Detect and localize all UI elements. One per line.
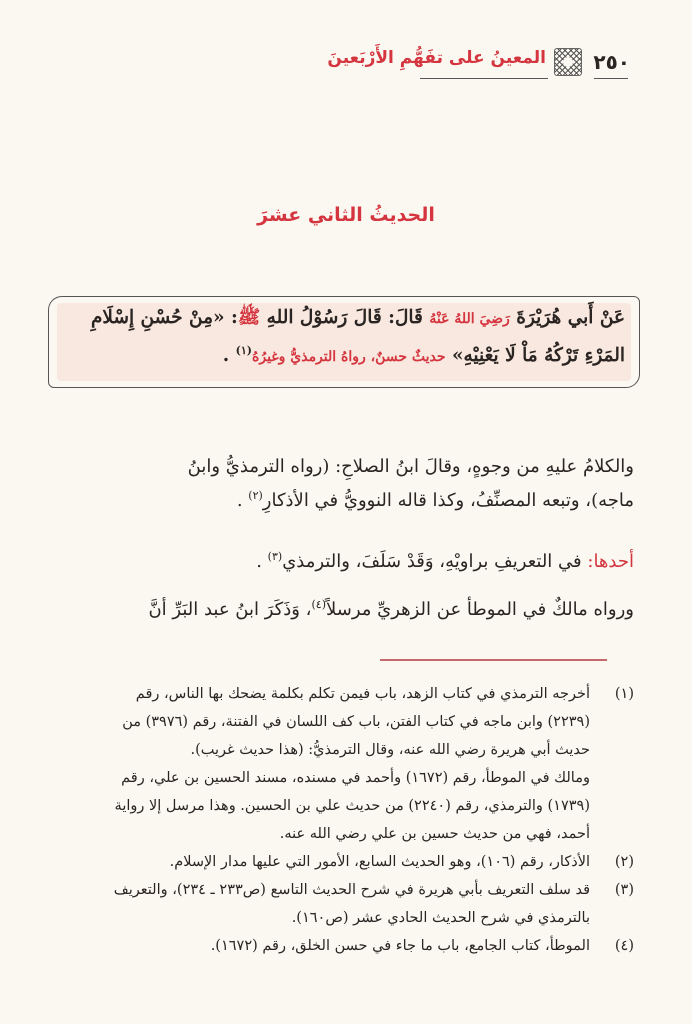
paragraph-line: والكلامُ عليهِ من وجوهٍ، وقالَ ابنُ الصلاحِ: (رواه الترمذيُّ وابنُ xyxy=(187,456,634,477)
page-number-underline xyxy=(594,78,628,79)
footnote-item xyxy=(34,932,634,960)
paragraph-line xyxy=(54,484,634,518)
footnote-line: قد سلف التعريف بأبي هريرة في شرح الحديث التاسع (ص٢٣٣ ـ ٢٣٤)، والتعريف xyxy=(113,882,590,898)
aspect-label: أحدها: xyxy=(587,551,634,572)
hadith-line-2 xyxy=(63,345,625,366)
chapter-title: الحديثُ الثاني عشرَ xyxy=(257,204,435,226)
paragraph-period: . xyxy=(256,551,262,572)
footnote-ref-2[interactable]: (٢) xyxy=(248,489,263,502)
hadith-text-start: : «مِنْ حُسْنِ إِسْلَامِ xyxy=(90,307,238,328)
footnote-number: (٢) xyxy=(614,854,634,870)
arabesque-ornament-icon xyxy=(554,48,582,76)
paragraph-text: ورواه مالكٌ في الموطأ عن الزهريِّ مرسلاً xyxy=(326,599,634,620)
footnote-number: (١) xyxy=(614,686,634,702)
footnote-line: (١٧٣٩) والترمذي، رقم (٢٢٤٠) من حديث علي بن الحسين. وهذا مرسل إلا رواية xyxy=(114,798,590,814)
footnote-number: (٤) xyxy=(614,938,634,954)
paragraph-text: ماجه)، وتبعه المصنِّفُ، وكذا قاله النوويُّ في الأذكارِ xyxy=(262,490,634,511)
footnote-line: الموطأ، كتاب الجامع، باب ما جاء في حسن الخلق، رقم (١٦٧٢). xyxy=(210,938,590,954)
paragraph-period: . xyxy=(236,490,243,511)
footnote-ref-4[interactable]: (٤) xyxy=(311,598,326,611)
hadith-text-end: المَرْءِ تَرْكُهُ مَاْ لَا يَعْنِيْهِ» xyxy=(451,345,625,366)
footnote-item xyxy=(34,876,634,932)
footnote-line: بالترمذي في شرح الحديث الحادي عشر (ص١٦٠). xyxy=(291,910,590,926)
hadith-line-1 xyxy=(63,307,625,333)
running-header xyxy=(327,46,630,82)
footnote-number: (٣) xyxy=(614,882,634,898)
footnote-line: (٢٢٣٩) وابن ماجه في كتاب الفتن، باب كف اللسان في الفتنة، رقم (٣٩٧٦) من xyxy=(122,714,590,730)
footnote-line: ومالك في الموطأ، رقم (١٦٧٢) وأحمد في مسنده، مسند الحسين بن علي، رقم xyxy=(121,770,590,786)
footnote-line: حديث أبي هريرة رضي الله عنه، وقال الترمذيُّ: (هذا حديث غريب). xyxy=(190,742,590,758)
footnote-item xyxy=(34,848,634,876)
footnote-item xyxy=(34,680,634,848)
hadith-narrator: عَنْ أَبي هُرَيْرَةَ xyxy=(516,307,625,328)
footnote-ref-3[interactable]: (٣) xyxy=(267,550,283,563)
book-title: المعينُ على تفَهُّمِ الأَرْبَعينَ xyxy=(327,48,546,68)
hadith-period: . xyxy=(222,345,230,366)
footnote-line: أحمد، فهي من حديث حسين بن علي رضي الله عنه. xyxy=(279,826,590,842)
hadith-said: قَالَ: قَالَ رَسُوْلُ اللهِ xyxy=(266,307,423,328)
footnote-line: أخرجه الترمذي في كتاب الزهد، باب فيمن تكلم بكلمة يضحك بها الناس، رقم xyxy=(135,686,590,702)
footnote-line: الأذكار، رقم (١٠٦)، وهو الحديث السابع، الأمور التي عليها مدار الإسلام. xyxy=(169,854,590,870)
hadith-grading: حديثٌ حسنٌ، رواهُ الترمذيُّ وغيرُهُ xyxy=(252,349,446,365)
paragraph-commentary xyxy=(54,450,634,518)
paragraph-first-aspect xyxy=(54,545,634,579)
footnote-separator xyxy=(380,659,607,661)
book-title-underline xyxy=(420,78,548,79)
paragraph-malik xyxy=(54,593,634,627)
honorific-radiyallahu-icon: رَضِيَ اللهُ عَنْهُ xyxy=(429,311,510,327)
page-number: ٢٥٠ xyxy=(593,50,630,74)
footnotes xyxy=(34,680,634,960)
footnote-ref-1[interactable]: (١) xyxy=(235,343,253,357)
hadith-box xyxy=(48,296,640,388)
paragraph-text-continued: ، وَذَكَرَ ابنُ عبد البَرِّ أنَّ xyxy=(148,599,312,620)
honorific-salla-icon: ﷺ xyxy=(237,307,261,328)
aspect-text: في التعريفِ براويْهِ، وَقَدْ سَلَفَ، والترمذي xyxy=(282,551,582,572)
